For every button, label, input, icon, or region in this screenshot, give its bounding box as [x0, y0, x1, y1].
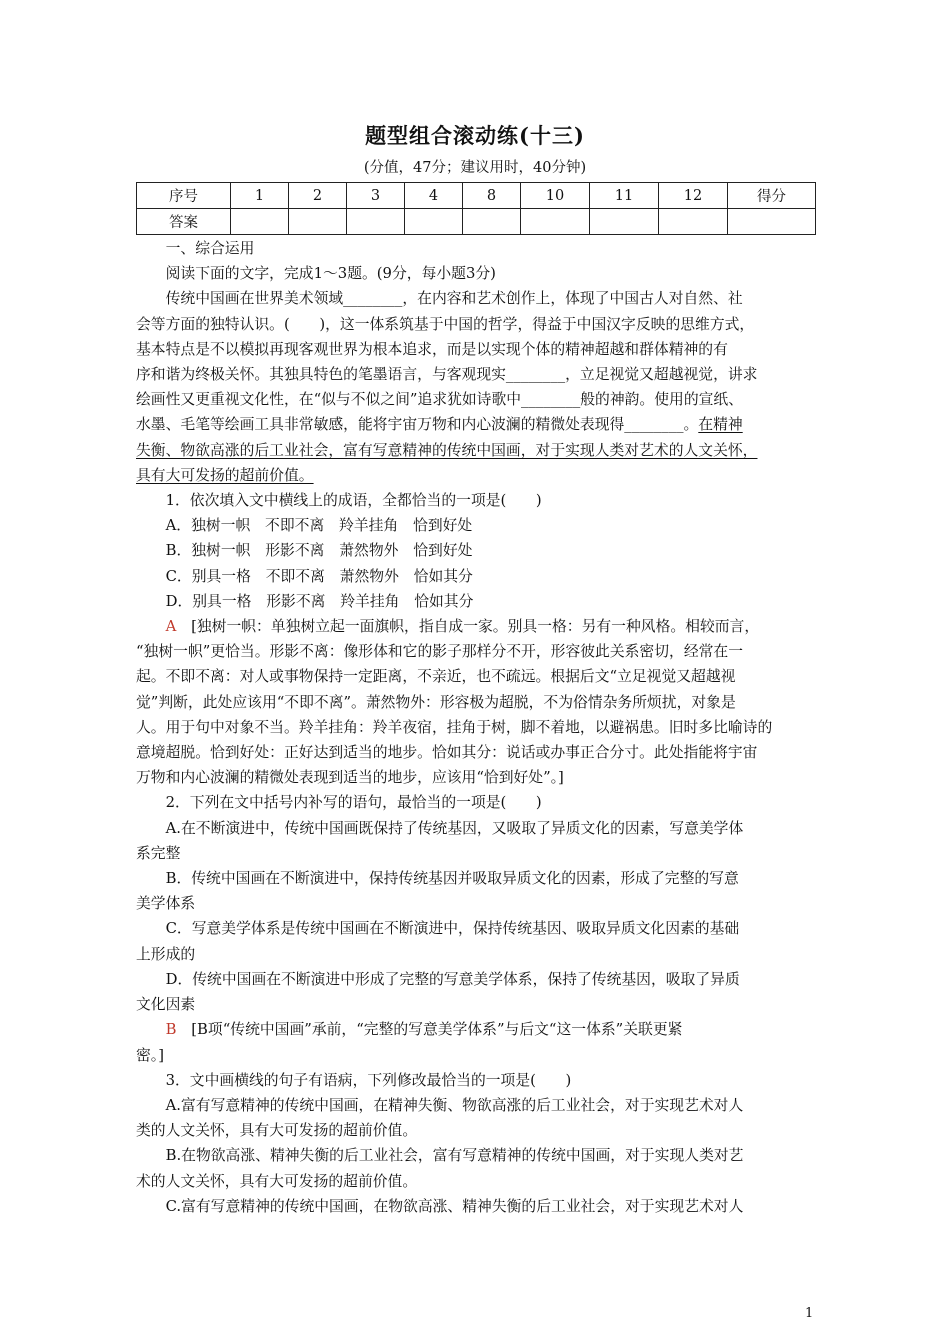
- table-cell: 8: [463, 183, 521, 209]
- table-cell: 4: [405, 183, 463, 209]
- page-number: 1: [805, 1306, 814, 1321]
- passage-line: [136, 412, 816, 437]
- answer-cell: [231, 209, 289, 235]
- score-cell: [728, 209, 816, 235]
- page-title: 题型组合滚动练(十三): [365, 123, 585, 148]
- answer-cell: [521, 209, 590, 235]
- question-2-option-cont: 文化因素: [136, 996, 196, 1014]
- question-1-explanation: [136, 614, 816, 639]
- explanation-line: “独树一帜”更恰当。形影不离：像形体和它的影子那样分不开，形容彼此关系密切，经常在一: [136, 643, 744, 661]
- answer-cell: [347, 209, 405, 235]
- document-body: [136, 236, 816, 1219]
- question-1-option: D．别具一格 形影不离 羚羊挂角 恰如其分: [165, 592, 474, 610]
- question-2-option-cont: 美学体系: [136, 895, 196, 913]
- question-3-option: B.在物欲高涨、精神失衡的后工业社会，富有写意精神的传统中国画，对于实现人类对艺: [165, 1147, 744, 1165]
- passage-line: 基本特点是不以模拟再现客观世界为根本追求，而是以实现个体的精神超越和群体精神的有: [136, 340, 728, 358]
- question-3-stem: 3．文中画横线的句子有语病，下列修改最恰当的一项是( ): [165, 1071, 572, 1089]
- page-subtitle: (分值，47分；建议用时，40分钟): [363, 160, 587, 176]
- table-cell: 序号: [137, 183, 231, 209]
- table-cell: 答案: [137, 209, 231, 235]
- passage-line: 会等方面的独特认识。( )，这一体系筑基于中国的哲学，得益于中国汉字反映的思维方式，: [136, 315, 755, 333]
- question-3-option-cont: 类的人文关怀，具有大可发扬的超前价值。: [136, 1122, 418, 1140]
- answer-cell: [659, 209, 728, 235]
- question-2-option: C．写意美学体系是传统中国画在不断演进中，保持传统基因、吸取异质文化因素的基础: [165, 920, 740, 938]
- answer-cell: [463, 209, 521, 235]
- explanation-line: 起。不即不离：对人或事物保持一定距离，不亲近，也不疏远。根据后文“立足视觉又超越视: [136, 668, 736, 686]
- question-1-option: C．别具一格 不即不离 萧然物外 恰如其分: [165, 567, 473, 585]
- explanation-line: 万物和内心波澜的精微处表现到适当的地步，应该用“恰到好处”。]: [136, 769, 564, 787]
- table-cell: 1: [231, 183, 289, 209]
- answer-cell: [590, 209, 659, 235]
- question-1-answer: A: [165, 618, 177, 636]
- question-3-option: A.富有写意精神的传统中国画，在精神失衡、物欲高涨的后工业社会，对于实现艺术对人: [165, 1096, 744, 1114]
- explanation-line: 觉”判断，此处应该用“不即不离”。萧然物外：形容极为超脱，不为俗情杂务所烦扰，对象是: [136, 693, 736, 711]
- table-cell: 10: [521, 183, 590, 209]
- explanation-line: 密。]: [136, 1046, 164, 1064]
- table-row: [137, 183, 816, 209]
- table-cell: 11: [590, 183, 659, 209]
- passage-line: 绘画性又更重视文化性，在“似与不似之间”追求犹如诗歌中________般的神韵。使用的宣纸、: [136, 391, 744, 409]
- passage-line: 序和谐为终极关怀。其独具特色的笔墨语言，与客观现实________，立足视觉又超越视觉，讲求: [136, 366, 758, 384]
- explanation-text: [独树一帜：单独树立起一面旗帜，指自成一家。别具一格：另有一种风格。相较而言，: [191, 618, 760, 636]
- question-2-explanation: [136, 1017, 816, 1042]
- underlined-sentence: 具有大可发扬的超前价值。: [136, 466, 314, 484]
- instructions: 阅读下面的文字，完成1～3题。(9分，每小题3分): [165, 265, 496, 283]
- underlined-sentence: 在精神: [698, 416, 743, 434]
- explanation-line: 人。用于句中对象不当。羚羊挂角：羚羊夜宿，挂角于树，脚不着地，以避祸患。旧时多比喻诗的: [136, 718, 773, 736]
- question-3-option-cont: 术的人文关怀，具有大可发扬的超前价值。: [136, 1172, 418, 1190]
- table-cell: 2: [289, 183, 347, 209]
- passage-line: 传统中国画在世界美术领域________，在内容和艺术创作上，体现了中国古人对自然、社: [165, 290, 743, 308]
- answer-cell: [289, 209, 347, 235]
- question-2-option-cont: 系完整: [136, 844, 181, 862]
- underlined-sentence: 失衡、物欲高涨的后工业社会，富有写意精神的传统中国画，对于实现人类对艺术的人文关怀，: [136, 441, 758, 459]
- question-2-option-cont: 上形成的: [136, 945, 196, 963]
- question-2-stem: 2．下列在文中括号内补写的语句，最恰当的一项是( ): [165, 794, 542, 812]
- question-1-stem: 1．依次填入文中横线上的成语，全都恰当的一项是( ): [165, 492, 542, 510]
- table-cell: 3: [347, 183, 405, 209]
- question-2-option: A.在不断演进中，传统中国画既保持了传统基因，又吸取了异质文化的因素，写意美学体: [165, 819, 744, 837]
- table-cell: 得分: [728, 183, 816, 209]
- question-2-option: B．传统中国画在不断演进中，保持传统基因并吸取异质文化的因素，形成了完整的写意: [165, 870, 739, 888]
- table-cell: 12: [659, 183, 728, 209]
- answer-table: [136, 182, 816, 235]
- question-1-option: A．独树一帜 不即不离 羚羊挂角 恰到好处: [165, 517, 473, 535]
- section-heading: 一、综合运用: [165, 240, 255, 257]
- table-row: [137, 209, 816, 235]
- question-3-option: C.富有写意精神的传统中国画，在物欲高涨、精神失衡的后工业社会，对于实现艺术对人: [165, 1197, 744, 1215]
- underlined-sentence-end: [136, 463, 816, 488]
- question-2-answer: B: [165, 1021, 177, 1039]
- question-2-option: D．传统中国画在不断演进中形成了完整的写意美学体系，保持了传统基因，吸取了异质: [165, 970, 740, 988]
- explanation-line: 意境超脱。恰到好处：正好达到适当的地步。恰如其分：说话或办事正合分寸。此处指能将宇宙: [136, 744, 758, 762]
- answer-cell: [405, 209, 463, 235]
- question-1-option: B．独树一帜 形影不离 萧然物外 恰到好处: [165, 542, 473, 560]
- explanation-text: [B项“传统中国画”承前，“完整的写意美学体系”与后文“这一体系”关联更紧: [191, 1021, 683, 1039]
- passage-text: 水墨、毛笔等绘画工具非常敏感，能将宇宙万物和内心波澜的精微处表现得________。: [136, 416, 699, 434]
